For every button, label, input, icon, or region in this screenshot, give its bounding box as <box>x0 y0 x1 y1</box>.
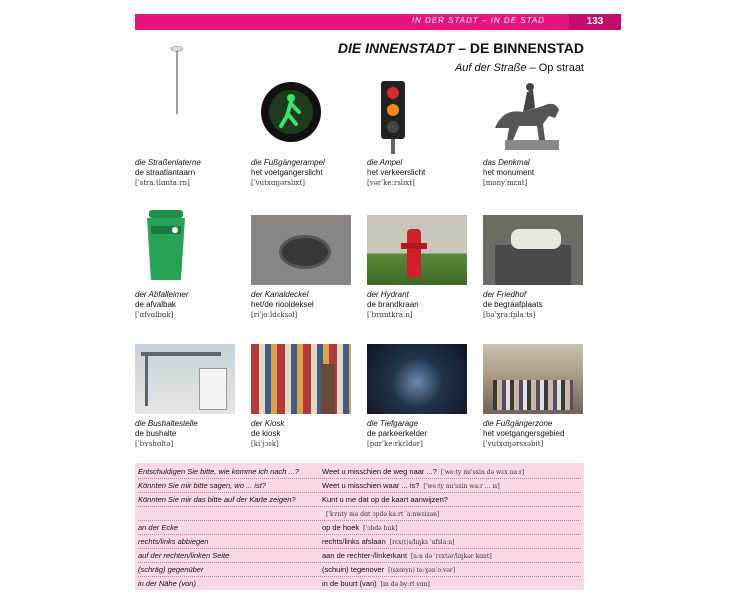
phrase-german: Könnten Sie mir das bitte auf der Karte zeigen? <box>138 495 296 504</box>
phrase-dutch-text: (schuin) tegenover <box>322 565 385 574</box>
title-separator: – <box>454 40 470 56</box>
german-term: der Abfalleimer <box>135 290 189 299</box>
german-term: der Hydrant <box>367 290 409 299</box>
phrase-row <box>138 465 581 479</box>
caption-bus-stop <box>135 419 198 449</box>
pronunciation: [vərˈkeːrslɪxt] <box>367 179 415 187</box>
german-term: das Denkmal <box>483 158 530 167</box>
vocab-item <box>483 215 593 285</box>
phrase-dutch <box>322 565 455 574</box>
vocab-item <box>135 344 245 414</box>
phrase-dutch <box>322 551 492 560</box>
phrase-german: Entschuldigen Sie bitte, wie komme ich nach ...? <box>138 467 299 476</box>
phrase-row <box>138 521 581 535</box>
bus-stop-icon <box>135 344 235 414</box>
vocab-item <box>135 208 245 289</box>
dutch-term: het voetgangersgebied <box>483 429 565 438</box>
phrase-pronunciation: [rɛx(t)s/lɪŋks ˈɑfslaːn] <box>389 539 455 546</box>
vocab-item <box>483 78 593 159</box>
dutch-term: het verkeerslicht <box>367 168 426 177</box>
phrase-dutch <box>322 523 397 532</box>
dutch-term: het/de riooldeksel <box>251 300 314 309</box>
phrase-row <box>138 479 581 493</box>
pronunciation: [kiˈjɔsk] <box>251 440 279 448</box>
dutch-term: de parkeerkelder <box>367 429 428 438</box>
phrase-dutch-text: rechts/links afslaan <box>322 537 386 546</box>
equestrian-statue-icon <box>483 78 583 154</box>
section-header-bar <box>135 14 621 30</box>
phrase-dutch <box>322 495 452 504</box>
subtitle-separator: – <box>526 62 539 74</box>
phrase-pronunciation: [ˈweːty mɪˈsxin də wɛx naːr] <box>440 469 525 476</box>
pronunciation: [bəˈɣraːfplaːts] <box>483 311 536 319</box>
vocab-item <box>367 78 477 159</box>
german-term: der Kiosk <box>251 419 285 428</box>
pronunciation: [ˈvutxɑŋərsxəbit] <box>483 440 544 448</box>
dutch-term: de begraafplaats <box>483 300 543 309</box>
dutch-term: de brandkraan <box>367 300 419 309</box>
caption-pedestrian-signal <box>251 158 325 188</box>
manhole-cover-icon <box>251 215 351 285</box>
phrase-pronunciation: [ˈkʏnty mə dɑt ɔpdə kaːrt ˈaːnwɛizən] <box>326 511 440 518</box>
phrase-dutch-text: aan de rechter-/linkerkant <box>322 551 408 560</box>
phrase-row <box>138 507 581 521</box>
phrase-box <box>135 463 584 590</box>
caption-monument <box>483 158 534 188</box>
phrase-row <box>138 549 581 563</box>
phrase-dutch <box>322 481 500 490</box>
german-term: der Friedhof <box>483 290 527 299</box>
phrase-german: auf der rechten/linken Seite <box>138 551 230 560</box>
pronunciation: [monyˈmɛnt] <box>483 179 528 187</box>
dutch-term: de kiosk <box>251 429 281 438</box>
german-term: der Kanaldeckel <box>251 290 309 299</box>
vocab-item <box>251 80 361 155</box>
phrase-pronunciation: [ˈɔbdə huk] <box>363 525 398 532</box>
german-term: die Fußgängerampel <box>251 158 325 167</box>
phrase-dutch-text: Weet u misschien de weg naar ...? <box>322 467 437 476</box>
fire-hydrant-icon <box>367 215 467 285</box>
pronunciation: [riˈjoːldɛksəl] <box>251 311 298 319</box>
pronunciation: [ˈvutxɑŋərslɪxt] <box>251 179 305 187</box>
phrase-german: (schräg) gegenüber <box>138 565 204 574</box>
underground-garage-icon <box>367 344 467 414</box>
caption-trash-bin <box>135 290 189 320</box>
phrase-row <box>138 577 581 590</box>
phrase-german: Könnten Sie mir bitte sagen, wo ... ist? <box>138 481 266 490</box>
phrase-pronunciation: [(sxœyn) teːɣənˈoːvər] <box>388 567 456 574</box>
caption-traffic-light <box>367 158 425 188</box>
phrase-german: in der Nähe (von) <box>138 579 196 588</box>
phrase-dutch <box>322 537 455 546</box>
german-term: die Bushaltestelle <box>135 419 198 428</box>
pedestrian-zone-icon <box>483 344 583 414</box>
subtitle-dutch: Op straat <box>538 62 584 74</box>
phrase-pronunciation: [aːn də ˈrɛxtər/lɪŋkər kɑnt] <box>411 553 492 560</box>
vocab-item <box>251 344 361 414</box>
caption-underground-garage <box>367 419 427 449</box>
grave-icon <box>483 215 583 285</box>
dutch-term: het monument <box>483 168 535 177</box>
dutch-term: de bushalte <box>135 429 177 438</box>
trash-bin-icon <box>135 208 235 284</box>
phrase-pronunciation: [ˈweːty mɪˈsxin waːr ... ɪs] <box>423 483 500 490</box>
caption-fire-hydrant <box>367 290 419 320</box>
phrase-dutch <box>322 509 439 518</box>
page-number: 133 <box>569 14 621 30</box>
dutch-term: de straatlantaarn <box>135 168 196 177</box>
vocab-item <box>367 344 477 414</box>
section-title: IN DER STADT – IN DE STAD <box>411 16 545 25</box>
vocab-item <box>251 215 361 285</box>
phrase-dutch <box>322 579 430 588</box>
street-lamp-icon <box>135 45 235 115</box>
traffic-light-icon <box>367 78 467 154</box>
phrase-dutch-text: op de hoek <box>322 523 360 532</box>
caption-pedestrian-zone <box>483 419 564 449</box>
german-term: die Straßenlaterne <box>135 158 201 167</box>
kiosk-icon <box>251 344 351 414</box>
vocab-item <box>367 215 477 285</box>
pronunciation: [ˈbrɑntkraːn] <box>367 311 413 319</box>
phrase-dutch-text: Kunt u me dat op de kaart aanwijzen? <box>322 495 448 504</box>
phrase-dutch-text: Weet u misschien waar ... is? <box>322 481 420 490</box>
title-dutch: DE BINNENSTAD <box>469 40 584 56</box>
phrase-dutch <box>322 467 524 476</box>
phrase-row <box>138 493 581 507</box>
phrase-pronunciation: [ɪn də byːrt vɑn] <box>380 581 430 588</box>
phrase-dutch-text: in de buurt (van) <box>322 579 377 588</box>
subtitle-german: Auf der Straße <box>454 62 527 74</box>
german-term: die Ampel <box>367 158 403 167</box>
caption-kiosk <box>251 419 284 449</box>
caption-manhole-cover <box>251 290 314 320</box>
dutch-term: het voetgangerslicht <box>251 168 323 177</box>
vocab-item <box>135 45 245 120</box>
caption-street-lamp <box>135 158 201 188</box>
pronunciation: [pɑrˈkeːrkɛldər] <box>367 440 423 448</box>
phrase-german: an der Ecke <box>138 523 179 532</box>
german-term: die Fußgängerzone <box>483 419 553 428</box>
german-term: die Tiefgarage <box>367 419 419 428</box>
phrase-row <box>138 563 581 577</box>
dutch-term: de afvalbak <box>135 300 176 309</box>
phrase-row <box>138 535 581 549</box>
vocab-item <box>483 344 593 414</box>
pronunciation: [ˈstraːtlɑntaːrn] <box>135 179 190 187</box>
phrase-german: rechts/links abbiegen <box>138 537 209 546</box>
pedestrian-signal-icon <box>251 80 331 150</box>
title-german: DIE INNENSTADT <box>337 40 455 56</box>
pronunciation: [ˈɑfvɑlbɑk] <box>135 311 174 319</box>
pronunciation: [ˈbʏshɑltə] <box>135 440 174 448</box>
caption-cemetery <box>483 290 543 320</box>
